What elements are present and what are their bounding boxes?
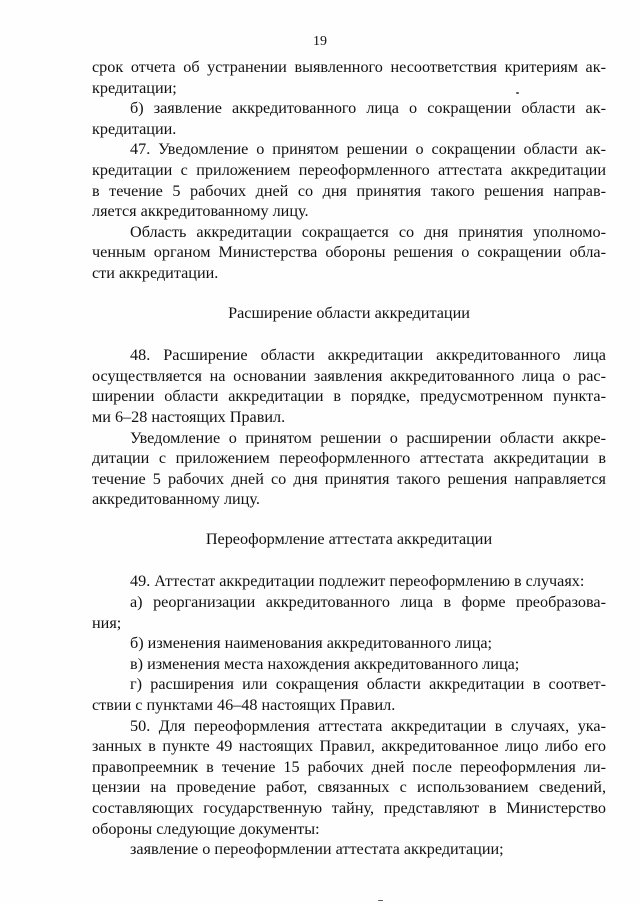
text-line: дитации с приложением переоформленного аттестата аккредитации в (92, 449, 606, 468)
page-number: 19 (313, 34, 327, 49)
text-line: кредитации; (92, 78, 177, 97)
paragraph-first-line: заявление о переоформлении аттестата аккредитации; (130, 840, 504, 859)
text-line: кредитации с приложением переоформленного аттестата аккредитации (92, 160, 606, 179)
paragraph-first-line: 47. Уведомление о принятом решении о сокращении области ак- (130, 140, 606, 159)
paragraph-gap (92, 549, 606, 571)
paragraph-first-line: а) реорганизации аккредитованного лица в форме преобразова- (130, 593, 606, 612)
paragraph-gap (92, 510, 606, 529)
paragraph-first-line: 50. Для переоформления аттестата аккредитации в случаях, ука- (130, 716, 606, 735)
paragraph-first-line: г) расширения или сокращения области аккредитации в соответ- (130, 675, 606, 694)
scan-speck (378, 900, 383, 901)
text-line: в течение 5 рабочих дней со дня принятия такого решения направ- (92, 181, 606, 200)
text-line: обороны следующие документы: (92, 819, 320, 838)
paragraph-first-line: 49. Аттестат аккредитации подлежит переоформлению в случаях: (130, 572, 585, 591)
text-line: цензии на проведение работ, связанных с использованием сведений, (92, 778, 606, 797)
text-line: ченным органом Министерства обороны решения о сокращении обла- (92, 243, 606, 262)
text-line: ния; (92, 613, 122, 632)
paragraph-first-line: б) заявление аккредитованного лица о сокращении области ак- (130, 99, 606, 118)
text-line: аккредитованному лицу. (92, 490, 260, 509)
text-line: ширении области аккредитации в порядке, предусмотренном пункта- (92, 387, 606, 406)
document-body (92, 57, 606, 860)
text-line: занных в пункте 49 настоящих Правил, аккредитованное лицо либо его (92, 737, 606, 756)
paragraph-first-line: в) изменения места нахождения аккредитованного лица; (130, 654, 520, 673)
paragraph-first-line: б) изменения наименования аккредитованного лица; (130, 634, 493, 653)
text-line: течение 5 рабочих дней со дня принятия такого решения направляется (92, 469, 606, 488)
text-line: ми 6–28 настоящих Правил. (92, 407, 286, 426)
paragraph-gap (92, 323, 606, 345)
section-heading: Расширение области аккредитации (228, 303, 470, 322)
paragraph-first-line: Уведомление о принятом решении о расширении области аккре- (130, 428, 606, 447)
text-line: срок отчета об устранении выявленного несоответствия критериям ак- (92, 58, 606, 76)
text-line: правопреемник в течение 15 рабочих дней после переоформления ли- (92, 757, 606, 776)
text-line: сти аккредитации. (92, 263, 219, 282)
paragraph-first-line: 48. Расширение области аккредитации аккредитованного лица (130, 346, 606, 365)
text-line: ствии с пунктами 46–48 настоящих Правил. (92, 696, 396, 715)
paragraph-first-line: Область аккредитации сокращается со дня принятия уполномо- (130, 222, 606, 241)
text-line: кредитации. (92, 119, 177, 138)
paragraph-gap (92, 284, 606, 303)
text-line: составляющих государственную тайну, представляют в Министерство (92, 799, 606, 817)
text-line: осуществляется на основании заявления аккредитованного лица о рас- (92, 366, 606, 385)
text-line: ляется аккредитованному лицу. (92, 202, 309, 221)
section-heading: Переоформление аттестата аккредитации (205, 529, 493, 548)
scan-speck (516, 92, 519, 94)
